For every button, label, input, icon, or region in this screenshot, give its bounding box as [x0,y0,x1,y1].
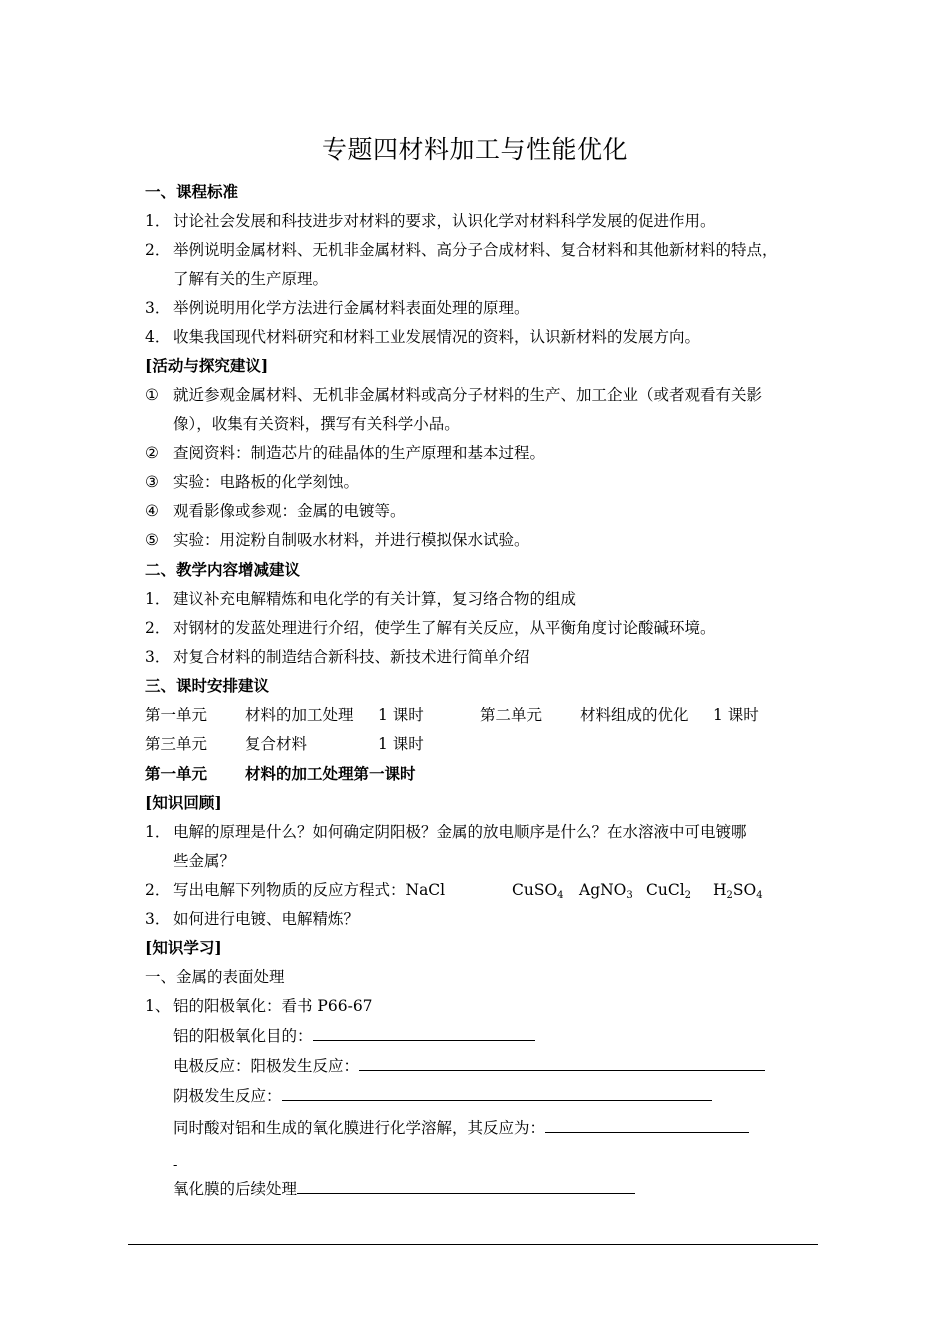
section-heading-schedule: 三、课时安排建议 [145,676,270,695]
subsection-heading: 一、金属的表面处理 [145,968,285,986]
section-heading-curriculum: 一、课程标准 [145,182,239,201]
answer-blank[interactable] [359,1055,765,1071]
list-item [145,996,373,1016]
item-text: 查阅资料：制造芯片的硅晶体的生产原理和基本过程。 [173,444,546,462]
item-text: 观看影像或参观：金属的电镀等。 [173,502,406,520]
stray-dash-mark: - [173,1158,178,1173]
fill-line [173,1055,765,1076]
item-text: 建议补充电解精炼和电化学的有关计算，复习络合物的组成 [173,590,577,608]
item-number: 1． [145,590,171,608]
item-number: ⑤ [145,531,159,549]
unit-hours: 1 课时 [378,706,424,724]
answer-blank[interactable] [297,1178,635,1194]
item-text: 铝的阳极氧化：看书 P66-67 [173,997,373,1015]
answer-blank[interactable] [313,1025,535,1041]
list-item [145,822,747,842]
footer-rule [128,1244,818,1245]
item-text: 如何进行电镀、电解精炼？ [173,910,360,928]
list-item [145,211,716,231]
list-item [145,472,359,492]
unit-hours: 1 课时 [713,706,759,724]
item-number: ① [145,386,159,404]
fill-label: 同时酸对铝和生成的氧化膜进行化学溶解，其反应为： [173,1119,546,1137]
item-number: ② [145,444,159,462]
page-title: 专题四材料加工与性能优化 [321,135,628,164]
answer-blank[interactable] [545,1117,749,1133]
schedule-row [145,734,845,754]
list-item [145,530,530,550]
item-continuation: 了解有关的生产原理。 [173,270,329,288]
list-item [145,618,716,638]
item-number: 3． [145,910,171,928]
item-text: 对钢材的发蓝处理进行介绍，使学生了解有关反应，从平衡角度讨论酸碱环境。 [173,619,716,637]
fill-label: 阴极发生反应： [173,1087,282,1105]
list-item [145,327,700,347]
item-number: 3． [145,648,171,666]
item-number: 1． [145,823,171,841]
unit-name: 材料的加工处理 [245,706,354,724]
item-number: 4． [145,328,171,346]
item-text: 举例说明金属材料、无机非金属材料、高分子合成材料、复合材料和其他新材料的特点， [173,241,778,259]
unit-label: 第一单元 [145,706,208,724]
item-number: 2． [145,619,171,637]
fill-label: 电极反应：阳极发生反应： [173,1057,360,1075]
fill-line [173,1025,535,1046]
item-text: 举例说明用化学方法进行金属材料表面处理的原理。 [173,299,530,317]
unit-name: 材料组成的优化 [580,706,689,724]
item-number: 3． [145,299,171,317]
item-number: 1、 [145,997,171,1015]
item-text: 写出电解下列物质的反应方程式：NaCl [173,881,446,899]
formula-cuso4: CuSO$_4$ [512,881,564,901]
fill-label: 铝的阳极氧化目的： [173,1027,313,1045]
formula-agno3: AgNO$_3$ [579,881,633,901]
fill-line [173,1117,749,1138]
list-item [145,647,530,667]
unit-label: 第二单元 [480,706,543,724]
list-item [145,298,530,318]
list-item [145,385,762,405]
fill-line [173,1178,635,1199]
fill-label: 氧化膜的后续处理 [173,1180,298,1198]
lesson-unit: 第一单元 [145,764,208,783]
item-text: 实验：用淀粉自制吸水材料，并进行模拟保水试验。 [173,531,530,549]
schedule-row [145,705,845,725]
answer-blank[interactable] [282,1085,712,1101]
unit-hours: 1 课时 [378,735,424,753]
section-heading-learning: [知识学习] [145,938,222,957]
section-heading-content: 二、教学内容增减建议 [145,560,301,579]
item-number: ④ [145,502,159,520]
item-text: 收集我国现代材料研究和材料工业发展情况的资料，认识新材料的发展方向。 [173,328,701,346]
list-item [145,909,359,929]
formula-h2so4: $H_2SO_4$ [713,881,763,901]
lesson-title: 材料的加工处理第一课时 [245,764,416,783]
list-item [145,443,545,463]
item-number: 2． [145,241,171,259]
lesson-heading [145,764,545,784]
item-text: 讨论社会发展和科技进步对材料的要求，认识化学对材料科学发展的促进作用。 [173,212,716,230]
list-item [145,240,778,260]
list-item [145,880,845,900]
section-heading-review: [知识回顾] [145,793,222,812]
fill-line [173,1085,712,1106]
list-item [145,501,406,521]
item-text: 对复合材料的制造结合新科技、新技术进行简单介绍 [173,648,530,666]
item-text: 电解的原理是什么？如何确定阴阳极？金属的放电顺序是什么？在水溶液中可电镀哪 [173,823,747,841]
unit-label: 第三单元 [145,735,208,753]
list-item [145,589,576,609]
item-text: 就近参观金属材料、无机非金属材料或高分子材料的生产、加工企业（或者观看有关影 [173,386,763,404]
item-number: 1． [145,212,171,230]
item-text: 实验：电路板的化学刻蚀。 [173,473,360,491]
item-continuation: 像），收集有关资料，撰写有关科学小品。 [173,415,460,433]
formula-cucl2: CuCl$_2$ [646,881,692,901]
item-number: 2． [145,881,171,899]
item-continuation: 些金属？ [173,852,236,870]
unit-name: 复合材料 [245,735,308,753]
item-number: ③ [145,473,159,491]
section-heading-activities: [活动与探究建议] [145,356,269,375]
